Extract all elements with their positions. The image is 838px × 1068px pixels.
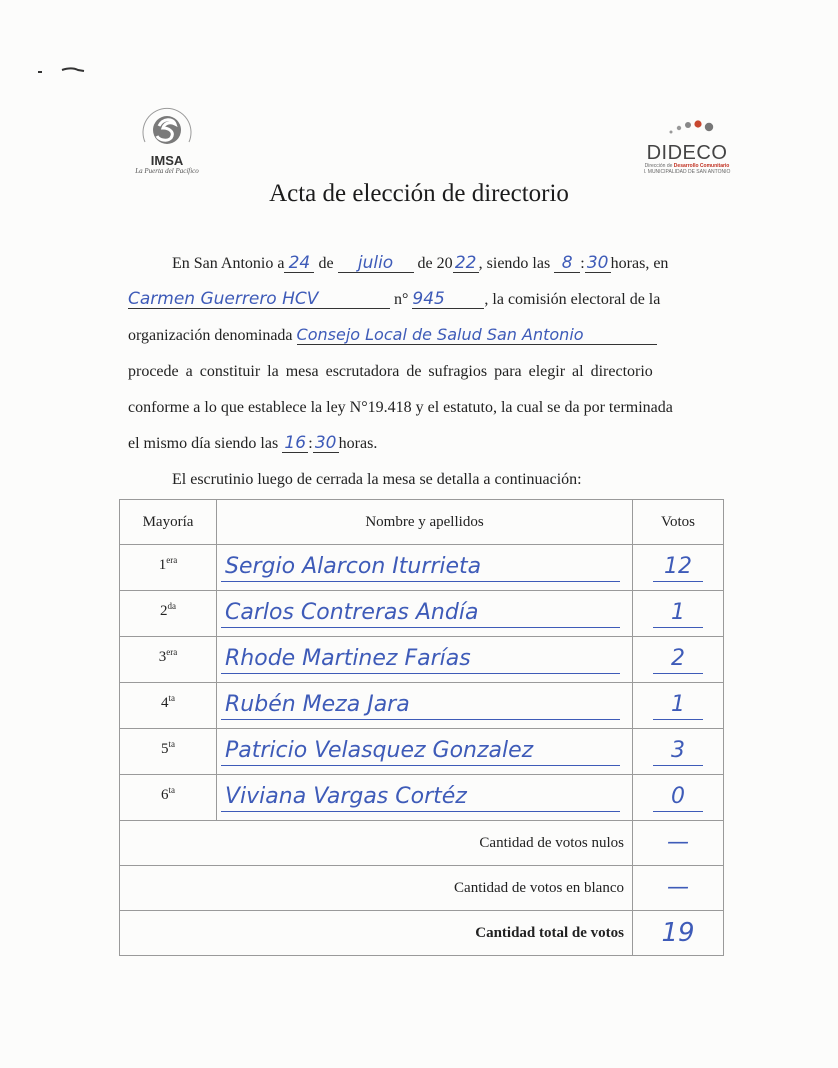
rank-cell: $5^{ta}$	[120, 729, 217, 775]
imsa-motto: La Puerta del Pacífico	[135, 167, 199, 175]
dideco-municipality: I. MUNICIPALIDAD DE SAN ANTONIO	[643, 169, 731, 175]
candidate-name: Patricio Velasquez Gonzalez	[221, 737, 620, 766]
candidate-name: Sergio Alarcon Iturrieta	[221, 553, 620, 582]
rank-cell: $3^{era}$	[120, 637, 217, 683]
day-field: 24	[284, 254, 314, 273]
candidate-votes: 1	[653, 691, 703, 720]
null-votes-label: Cantidad de votos nulos	[120, 821, 633, 866]
dideco-subtitle: Dirección de Desarrollo Comunitario	[644, 163, 730, 169]
total-votes-label: Cantidad total de votos	[120, 911, 633, 956]
imsa-logo	[112, 104, 222, 180]
table-row	[120, 683, 724, 729]
imsa-seal-icon	[135, 104, 199, 156]
null-votes-row	[120, 821, 724, 866]
header-rank: Mayoría	[120, 500, 217, 545]
candidate-votes: 2	[653, 645, 703, 674]
candidate-name: Viviana Vargas Cortéz	[221, 783, 620, 812]
imsa-name: IMSA	[150, 153, 184, 168]
total-votes-value: 19	[661, 918, 695, 948]
candidate-votes: 0	[653, 783, 703, 812]
table-row	[120, 545, 724, 591]
candidate-name: Rubén Meza Jara	[221, 691, 620, 720]
start-minute-field: 30	[585, 254, 611, 273]
candidate-name: Rhode Martinez Farías	[221, 645, 620, 674]
table-row	[120, 637, 724, 683]
stray-pen-mark	[38, 66, 90, 74]
dideco-logo	[632, 118, 742, 174]
street-field: Carmen Guerrero HCV	[128, 290, 390, 309]
votes-table	[119, 499, 724, 956]
organization-field: Consejo Local de Salud San Antonio	[297, 326, 657, 345]
candidate-votes: 3	[653, 737, 703, 766]
blank-votes-label: Cantidad de votos en blanco	[120, 866, 633, 911]
paragraph-line-4: procede a constituir la mesa escrutadora de sufragios para elegir al directorio	[128, 363, 653, 380]
table-row	[120, 775, 724, 821]
paragraph-line-5: conforme a lo que establece la ley N°19.418 y el estatuto, la cual se da por terminada	[128, 399, 673, 416]
dideco-name: DIDECO	[646, 142, 728, 164]
paragraph-line-1: En San Antonio a 24 de julio de 20 22 , siendo las 8 : 30 horas, en	[172, 253, 669, 273]
start-hour-field: 8	[554, 254, 580, 273]
street-number-field: 945	[412, 290, 484, 309]
paragraph-line-6: el mismo día siendo las 16 : 30 horas.	[128, 433, 378, 453]
rank-cell: $1^{era}$	[120, 545, 217, 591]
month-field: julio	[338, 254, 414, 273]
end-minute-field: 30	[313, 434, 339, 453]
blank-votes-value: —	[667, 875, 689, 900]
dideco-dots-icon	[655, 118, 719, 136]
paragraph-line-2: Carmen Guerrero HCV n° 945 , la comisión electoral de la	[128, 289, 661, 309]
rank-cell: $2^{da}$	[120, 591, 217, 637]
candidate-votes: 12	[653, 553, 703, 582]
rank-cell: $4^{ta}$	[120, 683, 217, 729]
candidate-votes: 1	[653, 599, 703, 628]
table-row	[120, 729, 724, 775]
rank-cell: $6^{ta}$	[120, 775, 217, 821]
header-votes: Votos	[633, 500, 724, 545]
end-hour-field: 16	[282, 434, 308, 453]
blank-votes-row	[120, 866, 724, 911]
paragraph-line-3: organización denominada Consejo Local de Salud San Antonio	[128, 326, 657, 346]
null-votes-value: —	[667, 830, 689, 855]
candidate-name: Carlos Contreras Andía	[221, 599, 620, 628]
header-name: Nombre y apellidos	[217, 500, 633, 545]
table-row	[120, 591, 724, 637]
total-votes-row	[120, 911, 724, 956]
document-title: Acta de elección de directorio	[269, 180, 569, 207]
year-field: 22	[453, 254, 479, 273]
paragraph-line-7: El escrutinio luego de cerrada la mesa se detalla a continuación:	[172, 471, 582, 488]
